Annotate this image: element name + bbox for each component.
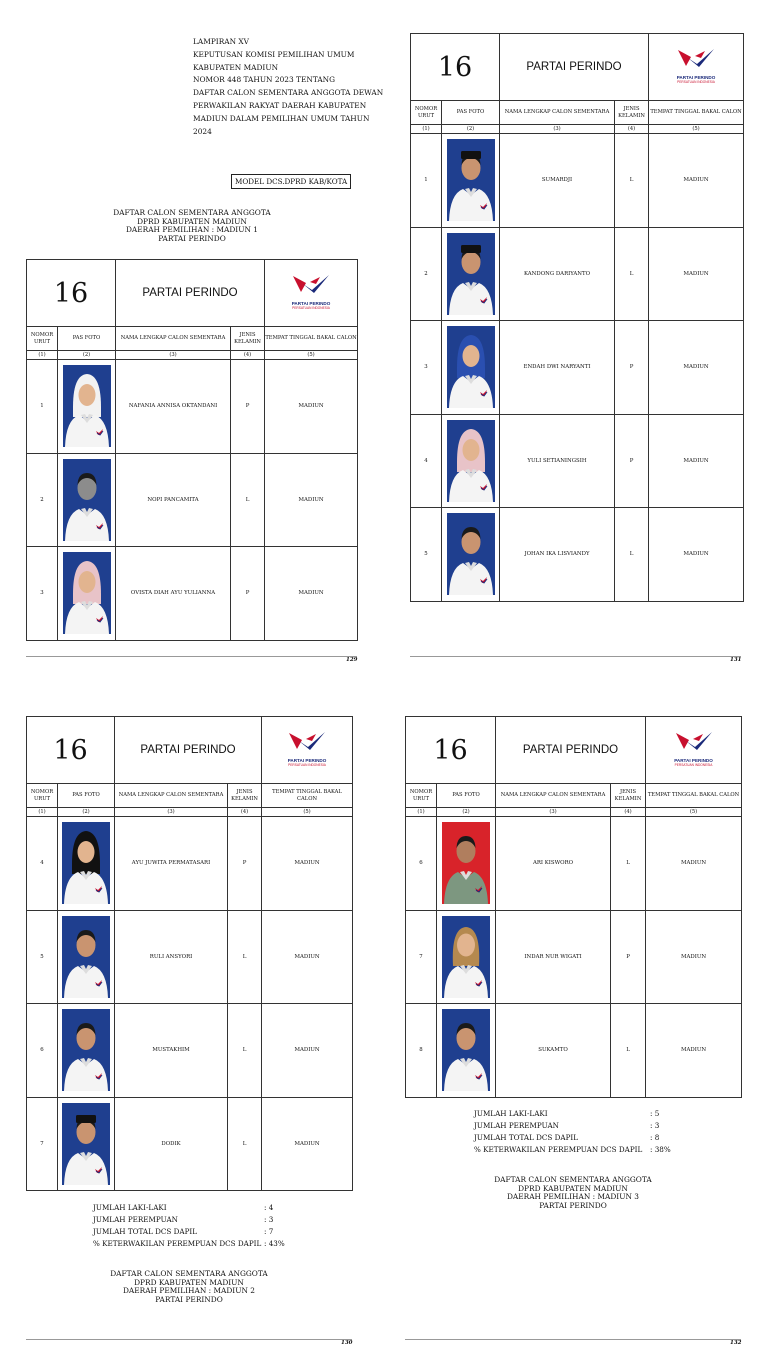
lampiran-line: DAFTAR CALON SEMENTARA ANGGOTA DEWAN <box>193 88 384 98</box>
party-logo-cell <box>646 717 742 784</box>
table-row <box>411 134 744 228</box>
perindo-logo <box>673 730 715 767</box>
column-header: JENIS KELAMIN <box>228 784 262 808</box>
column-index: (4) <box>231 351 265 360</box>
cell-name: DODIK <box>115 1097 228 1191</box>
summary-label: JUMLAH LAKI-LAKI <box>474 1109 548 1118</box>
cell-sex: L <box>228 910 262 1004</box>
cell-residence: MADIUN <box>265 547 358 641</box>
summary-label: JUMLAH TOTAL DCS DAPIL <box>474 1133 579 1142</box>
summary-value: : 3 <box>650 1121 660 1130</box>
table-row <box>406 910 742 1004</box>
footer-line: PARTAI PERINDO <box>539 1200 607 1210</box>
column-header: TEMPAT TINGGAL BAKAL CALON <box>649 101 744 125</box>
column-header: NAMA LENGKAP CALON SEMENTARA <box>116 327 231 351</box>
table-row <box>27 1004 353 1098</box>
header-line: DAFTAR CALON SEMENTARA ANGGOTA <box>113 208 271 217</box>
party-name: PARTAI PERINDO <box>116 260 265 327</box>
perindo-logo-icon <box>290 273 332 297</box>
summary-label: % KETERWAKILAN PEREMPUAN DCS DAPIL <box>93 1239 262 1248</box>
column-index: (4) <box>611 808 646 817</box>
cell-number: 2 <box>27 453 58 547</box>
cell-residence: MADIUN <box>646 910 742 1004</box>
logo-text: PARTAI PERINDO <box>674 758 713 763</box>
logo-subtext: PERSATUAN INDONESIA <box>292 306 330 310</box>
table-row <box>406 817 742 911</box>
cell-name: AYU JUWITA PERMATASARI <box>115 817 228 911</box>
party-number: 16 <box>411 34 500 101</box>
candidate-photo <box>447 513 495 595</box>
cell-sex: L <box>228 1004 262 1098</box>
column-header: NAMA LENGKAP CALON SEMENTARA <box>115 784 228 808</box>
logo-subtext: PERSATUAN INDONESIA <box>677 80 715 84</box>
column-header: NOMOR URUT <box>27 784 58 808</box>
summary-value: : 38% <box>650 1145 671 1154</box>
summary-value: : 43% <box>264 1239 285 1248</box>
cell-name: ARI KISWORO <box>496 817 611 911</box>
summary-madiun-3 <box>474 1108 724 1156</box>
candidate-photo <box>442 1009 490 1091</box>
footer-line: DAFTAR CALON SEMENTARA ANGGOTA <box>494 1175 652 1184</box>
cell-photo <box>442 227 500 321</box>
candidate-table-madiun-1 <box>26 259 358 641</box>
header-line: DAERAH PEMILIHAN : MADIUN 1 <box>126 225 258 235</box>
cell-name: SUKAMTO <box>496 1004 611 1098</box>
cell-name: NAFANIA ANNISA OKTANDANI <box>116 360 231 454</box>
summary-label: % KETERWAKILAN PEREMPUAN DCS DAPIL <box>474 1145 643 1154</box>
cell-number: 3 <box>27 547 58 641</box>
page-rule <box>26 656 357 657</box>
candidate-photo <box>447 139 495 221</box>
perindo-logo-icon <box>286 730 328 754</box>
candidate-photo <box>447 420 495 502</box>
cell-photo <box>442 134 500 228</box>
candidate-photo <box>62 822 110 904</box>
cell-photo <box>437 910 496 1004</box>
column-index: (2) <box>58 808 115 817</box>
column-index: (5) <box>265 351 358 360</box>
page-footer-madiun-2 <box>89 1270 289 1304</box>
page-rule <box>405 1339 741 1340</box>
cell-name: MUSTAKHIM <box>115 1004 228 1098</box>
column-header: NOMOR URUT <box>406 784 437 808</box>
cell-name: ENDAH DWI NARYANTI <box>500 321 615 415</box>
cell-residence: MADIUN <box>646 1004 742 1098</box>
cell-residence: MADIUN <box>262 910 353 1004</box>
cell-photo <box>58 453 116 547</box>
lampiran-line: 2024 <box>193 126 212 136</box>
perindo-logo <box>675 47 717 84</box>
candidate-photo <box>447 326 495 408</box>
logo-text: PARTAI PERINDO <box>287 758 327 763</box>
column-index: (3) <box>116 351 231 360</box>
cell-photo <box>58 817 115 911</box>
page-rule <box>26 1339 352 1340</box>
cell-photo <box>437 1004 496 1098</box>
table-row <box>406 1004 742 1098</box>
cell-name: KANDONG DARIYANTO <box>500 227 615 321</box>
summary-label: JUMLAH TOTAL DCS DAPIL <box>93 1227 198 1236</box>
page-header-madiun-1 <box>92 209 292 243</box>
cell-sex: P <box>615 414 649 508</box>
cell-number: 5 <box>27 910 58 1004</box>
column-header: JENIS KELAMIN <box>615 101 649 125</box>
cell-number: 4 <box>411 414 442 508</box>
cell-residence: MADIUN <box>262 1004 353 1098</box>
cell-number: 5 <box>411 508 442 602</box>
column-header: TEMPAT TINGGAL BAKAL CALON <box>646 784 742 808</box>
lampiran-line: LAMPIRAN XV <box>193 37 250 46</box>
perindo-logo <box>290 273 332 310</box>
summary-value: : 4 <box>264 1203 274 1212</box>
table-row <box>411 414 744 508</box>
column-header: PAS FOTO <box>58 784 115 808</box>
column-index: (1) <box>411 125 442 134</box>
cell-number: 7 <box>406 910 437 1004</box>
header-line: PARTAI PERINDO <box>158 233 226 243</box>
cell-residence: MADIUN <box>649 414 744 508</box>
table-row <box>411 321 744 415</box>
party-name: PARTAI PERINDO <box>496 717 646 784</box>
table-row <box>27 1097 353 1191</box>
cell-number: 3 <box>411 321 442 415</box>
cell-residence: MADIUN <box>649 508 744 602</box>
column-header: TEMPAT TINGGAL BAKAL CALON <box>262 784 353 808</box>
header-line: DPRD KABUPATEN MADIUN <box>137 216 247 226</box>
party-name: PARTAI PERINDO <box>115 717 262 784</box>
cell-photo <box>442 321 500 415</box>
cell-name: JOHAN IKA LISVIANDY <box>500 508 615 602</box>
cell-residence: MADIUN <box>649 321 744 415</box>
candidate-photo <box>442 822 490 904</box>
column-index: (4) <box>228 808 262 817</box>
logo-text: PARTAI PERINDO <box>676 75 716 80</box>
cell-sex: L <box>611 1004 646 1098</box>
summary-value: : 8 <box>650 1133 660 1142</box>
cell-photo <box>58 1004 115 1098</box>
page-footer-madiun-3 <box>473 1176 673 1210</box>
candidate-table-madiun-3 <box>405 716 742 1098</box>
cell-sex: L <box>228 1097 262 1191</box>
logo-subtext: PERSATUAN INDONESIA <box>288 763 326 767</box>
footer-line: DPRD KABUPATEN MADIUN <box>134 1277 244 1287</box>
table-row <box>411 508 744 602</box>
lampiran-line: KABUPATEN MADIUN <box>193 62 279 72</box>
candidate-table-madiun-2-cont <box>410 33 744 602</box>
table-row <box>27 910 353 1004</box>
cell-sex: P <box>611 910 646 1004</box>
perindo-logo-icon <box>673 730 715 754</box>
summary-label: JUMLAH LAKI-LAKI <box>93 1203 167 1212</box>
cell-residence: MADIUN <box>265 360 358 454</box>
cell-sex: P <box>615 321 649 415</box>
logo-text: PARTAI PERINDO <box>291 301 331 306</box>
cell-photo <box>437 817 496 911</box>
model-label: MODEL DCS.DPRD KAB/KOTA <box>231 174 351 189</box>
cell-name: SUMARDJI <box>500 134 615 228</box>
cell-number: 8 <box>406 1004 437 1098</box>
column-index: (3) <box>500 125 615 134</box>
candidate-photo <box>63 459 111 541</box>
cell-number: 1 <box>27 360 58 454</box>
cell-number: 7 <box>27 1097 58 1191</box>
cell-sex: L <box>615 227 649 321</box>
lampiran-line: PERWAKILAN RAKYAT DAERAH KABUPATEN <box>193 100 367 110</box>
candidate-photo <box>62 1009 110 1091</box>
candidate-photo <box>447 233 495 315</box>
cell-residence: MADIUN <box>646 817 742 911</box>
cell-name: NOPI PANCAMITA <box>116 453 231 547</box>
cell-number: 4 <box>27 817 58 911</box>
cell-photo <box>58 360 116 454</box>
perindo-logo-icon <box>675 47 717 71</box>
cell-name: RULI ANSYORI <box>115 910 228 1004</box>
table-row <box>27 453 358 547</box>
summary-value: : 7 <box>264 1227 274 1236</box>
table-row <box>27 360 358 454</box>
candidate-photo <box>63 365 111 447</box>
cell-sex: L <box>615 134 649 228</box>
cell-photo <box>58 910 115 1004</box>
column-index: (3) <box>115 808 228 817</box>
column-header: NAMA LENGKAP CALON SEMENTARA <box>500 101 615 125</box>
summary-madiun-2 <box>93 1202 343 1250</box>
candidate-photo <box>63 552 111 634</box>
party-logo-cell <box>649 34 744 101</box>
column-index: (1) <box>406 808 437 817</box>
party-number: 16 <box>406 717 496 784</box>
cell-residence: MADIUN <box>262 817 353 911</box>
footer-line: DPRD KABUPATEN MADIUN <box>518 1183 628 1193</box>
column-header: JENIS KELAMIN <box>611 784 646 808</box>
cell-photo <box>58 547 116 641</box>
column-header: NAMA LENGKAP CALON SEMENTARA <box>496 784 611 808</box>
cell-sex: L <box>231 453 265 547</box>
candidate-photo <box>62 1103 110 1185</box>
column-index: (5) <box>646 808 742 817</box>
column-header: PAS FOTO <box>58 327 116 351</box>
column-header: PAS FOTO <box>442 101 500 125</box>
cell-number: 6 <box>406 817 437 911</box>
cell-residence: MADIUN <box>649 134 744 228</box>
column-index: (2) <box>442 125 500 134</box>
cell-sex: L <box>611 817 646 911</box>
cell-number: 2 <box>411 227 442 321</box>
summary-value: : 3 <box>264 1215 274 1224</box>
column-header: JENIS KELAMIN <box>231 327 265 351</box>
page-number: 132 <box>730 1340 742 1346</box>
candidate-photo <box>442 916 490 998</box>
table-row <box>27 547 358 641</box>
cell-number: 1 <box>411 134 442 228</box>
table-row <box>411 227 744 321</box>
footer-line: DAERAH PEMILIHAN : MADIUN 2 <box>123 1286 255 1296</box>
table-row <box>27 817 353 911</box>
summary-label: JUMLAH PEREMPUAN <box>93 1215 178 1224</box>
column-index: (1) <box>27 351 58 360</box>
column-index: (4) <box>615 125 649 134</box>
column-index: (2) <box>437 808 496 817</box>
column-header: PAS FOTO <box>437 784 496 808</box>
party-number: 16 <box>27 717 115 784</box>
cell-name: INDAR NUR WIGATI <box>496 910 611 1004</box>
party-logo-cell <box>265 260 358 327</box>
cell-photo <box>58 1097 115 1191</box>
column-index: (5) <box>262 808 353 817</box>
column-header: TEMPAT TINGGAL BAKAL CALON <box>265 327 358 351</box>
party-number: 16 <box>27 260 116 327</box>
lampiran-line: KEPUTUSAN KOMISI PEMILIHAN UMUM <box>193 49 355 59</box>
page-number: 129 <box>346 657 358 663</box>
cell-name: YULI SETIANINGSIH <box>500 414 615 508</box>
footer-line: DAERAH PEMILIHAN : MADIUN 3 <box>507 1192 639 1202</box>
cell-number: 6 <box>27 1004 58 1098</box>
column-header: NOMOR URUT <box>411 101 442 125</box>
column-header: NOMOR URUT <box>27 327 58 351</box>
lampiran-block <box>193 36 393 138</box>
candidate-photo <box>62 916 110 998</box>
cell-photo <box>442 414 500 508</box>
cell-sex: P <box>231 360 265 454</box>
page-number: 131 <box>730 657 742 663</box>
cell-photo <box>442 508 500 602</box>
footer-line: DAFTAR CALON SEMENTARA ANGGOTA <box>110 1269 268 1278</box>
lampiran-line: NOMOR 448 TAHUN 2023 TENTANG <box>193 75 336 85</box>
party-name: PARTAI PERINDO <box>500 34 649 101</box>
logo-subtext: PERSATUAN INDONESIA <box>674 763 713 767</box>
page-number: 130 <box>341 1340 353 1346</box>
cell-sex: P <box>231 547 265 641</box>
cell-residence: MADIUN <box>265 453 358 547</box>
cell-name: OVISTA DIAH AYU YULIANNA <box>116 547 231 641</box>
column-index: (5) <box>649 125 744 134</box>
lampiran-line: MADIUN DALAM PEMILIHAN UMUM TAHUN <box>193 113 370 123</box>
column-index: (3) <box>496 808 611 817</box>
cell-residence: MADIUN <box>649 227 744 321</box>
cell-sex: L <box>615 508 649 602</box>
footer-line: PARTAI PERINDO <box>155 1294 223 1304</box>
cell-sex: P <box>228 817 262 911</box>
summary-value: : 5 <box>650 1109 660 1118</box>
candidate-table-madiun-2 <box>26 716 353 1191</box>
party-logo-cell <box>262 717 353 784</box>
column-index: (1) <box>27 808 58 817</box>
cell-residence: MADIUN <box>262 1097 353 1191</box>
perindo-logo <box>286 730 328 767</box>
summary-label: JUMLAH PEREMPUAN <box>474 1121 559 1130</box>
page-rule <box>410 656 741 657</box>
column-index: (2) <box>58 351 116 360</box>
